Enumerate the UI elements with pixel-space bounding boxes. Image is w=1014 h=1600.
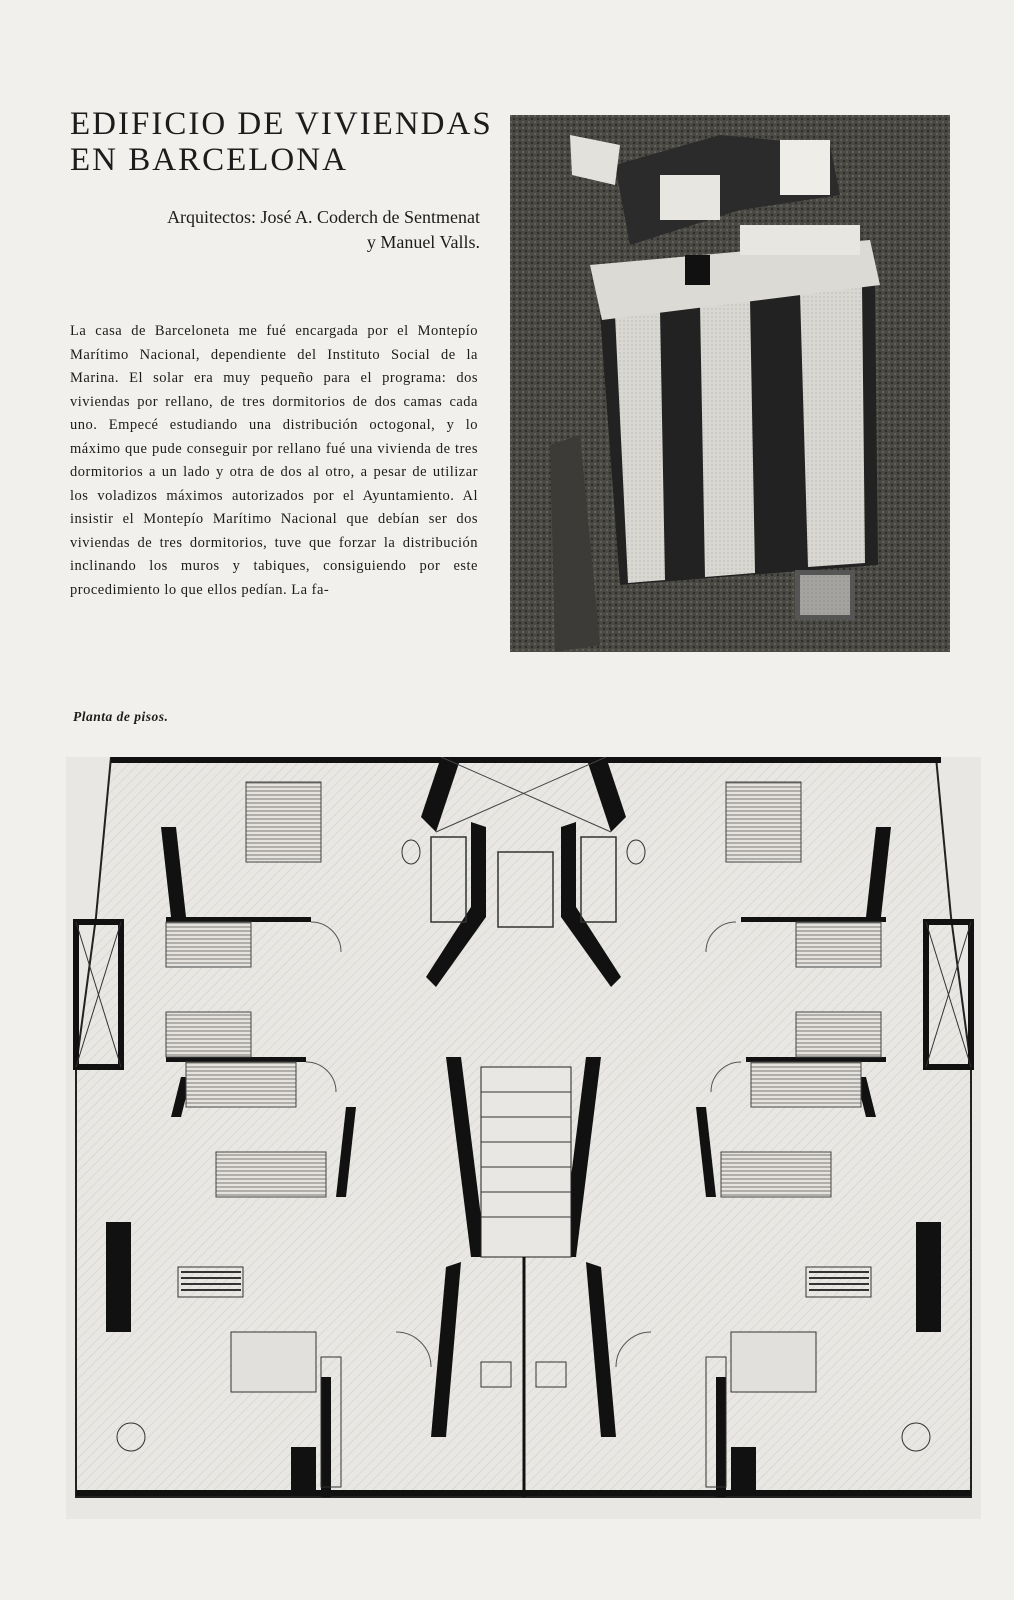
article-authors	[100, 205, 480, 255]
floor-plan-image	[66, 757, 981, 1519]
building-model-photo	[510, 115, 950, 652]
authors-line-2: y Manuel Valls.	[366, 232, 480, 252]
floor-plan-drawing	[66, 757, 981, 1519]
title-line-2: EN BARCELONA	[70, 142, 348, 178]
title-line-1: EDIFICIO DE VIVIENDAS	[70, 106, 493, 142]
article-body: La casa de Barceloneta me fué encargada por el Montepío Marítimo Nacional, dependiente del Instituto Social de la Marina. El solar era muy pequeño para el programa: dos viviendas por rellano, de tres dormitorios de dos camas cada uno. Empecé estudiando una distribución octogonal, y lo máximo que pude conseguir por rellano fué una vivienda de tres dormitorios a un lado y otra de dos al otro, a pesar de utilizar los voladizos máximos autorizados por el Ayuntamiento. Al insistir el Montepío Marítimo Nacional que debían ser dos viviendas de tres dormitorios, tuve que forzar la distribución inclinando los muros y tabiques, consiguiendo por este procedimiento lo que ellos pedían. La fa-	[70, 323, 478, 598]
model-photo-image	[510, 115, 950, 652]
plan-caption: Planta de pisos.	[73, 709, 169, 724]
authors-line-1: Arquitectos: José A. Coderch de Sentmenat	[167, 207, 480, 227]
article-title	[70, 106, 500, 178]
